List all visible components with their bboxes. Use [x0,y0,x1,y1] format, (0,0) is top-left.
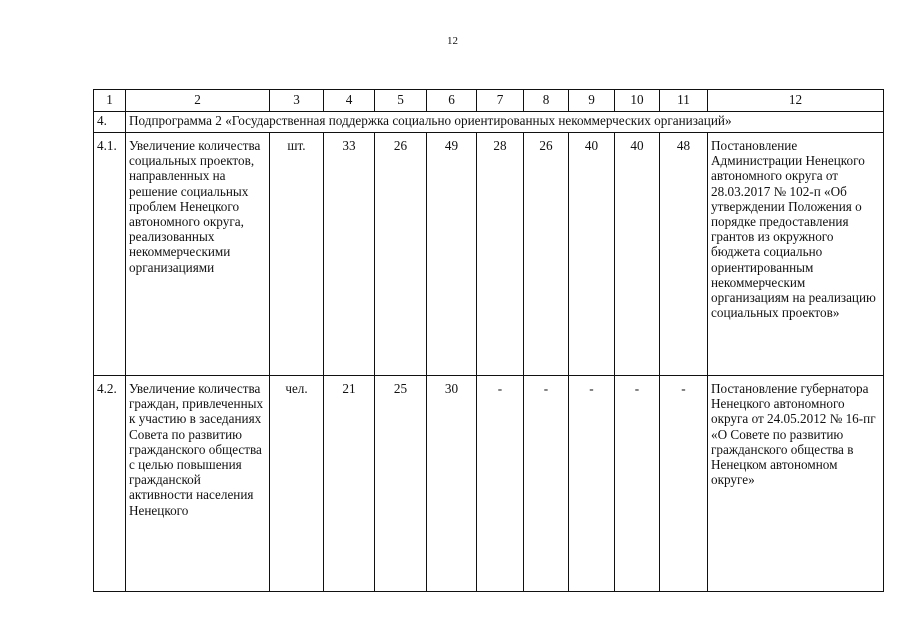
header-cell: 6 [427,90,477,112]
value-cell: 26 [524,133,569,376]
unit-cell: шт. [270,133,324,376]
indicator-name: Увеличение количества социальных проектов, направленных на решение социальных проблем Ненецкого автономного округа, реализованных некоммерческими организациями [126,133,270,376]
indicator-name: Увеличение количества граждан, привлеченных к участию в заседаниях Совета по развитию гражданского общества с целью повышения гражданской активности населения Ненецкого [126,376,270,592]
value-cell: - [660,376,708,592]
header-cell: 12 [708,90,884,112]
unit-cell: чел. [270,376,324,592]
section-number: 4. [94,112,126,133]
section-title: Подпрограмма 2 «Государственная поддержка социально ориентированных некоммерческих организаций» [126,112,884,133]
value-cell: - [569,376,615,592]
header-cell: 9 [569,90,615,112]
value-cell: 40 [615,133,660,376]
value-cell: - [477,376,524,592]
header-cell: 5 [375,90,427,112]
header-cell: 2 [126,90,270,112]
indicators-table [93,89,884,592]
table-row [94,376,884,592]
header-cell: 3 [270,90,324,112]
value-cell: - [615,376,660,592]
header-cell: 10 [615,90,660,112]
value-cell: 30 [427,376,477,592]
section-row [94,112,884,133]
value-cell: 33 [324,133,375,376]
row-number: 4.2. [94,376,126,592]
legal-document: Постановление губернатора Ненецкого автономного округа от 24.05.2012 № 16-пг «О Совете по развитию гражданского общества в Ненецком автономном округе» [708,376,884,592]
value-cell: 26 [375,133,427,376]
header-cell: 11 [660,90,708,112]
legal-document: Постановление Администрации Ненецкого автономного округа от 28.03.2017 № 102-п «Об утверждении Положения о порядке предоставления грантов из окружного бюджета социально ориентированным некоммерческим организациям на реализацию социальных проектов» [708,133,884,376]
header-row [94,90,884,112]
value-cell: 21 [324,376,375,592]
value-cell: 28 [477,133,524,376]
header-cell: 8 [524,90,569,112]
header-cell: 4 [324,90,375,112]
value-cell: - [524,376,569,592]
value-cell: 48 [660,133,708,376]
value-cell: 40 [569,133,615,376]
page-number: 12 [447,35,458,47]
row-number: 4.1. [94,133,126,376]
value-cell: 49 [427,133,477,376]
value-cell: 25 [375,376,427,592]
header-cell: 7 [477,90,524,112]
page-bottom-margin [0,598,905,640]
header-cell: 1 [94,90,126,112]
table-row [94,133,884,376]
